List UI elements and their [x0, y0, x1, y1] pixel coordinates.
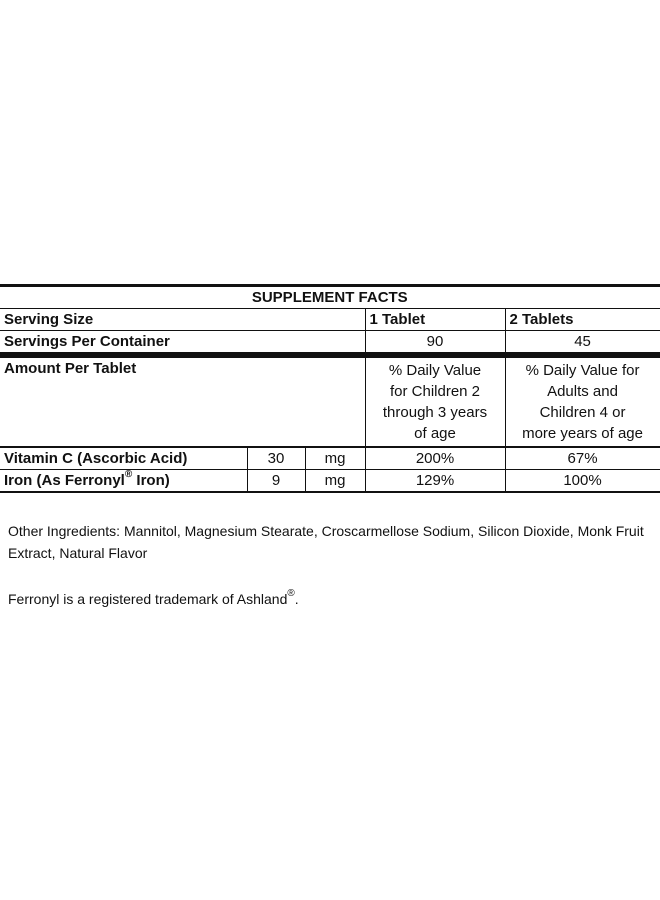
dv-children-line: through 3 years — [382, 404, 488, 421]
amount-per-label: Amount Per Tablet — [0, 355, 365, 447]
dv-children-line: % Daily Value — [388, 362, 482, 379]
dv-adults-line: more years of age — [522, 425, 643, 442]
nutrient-name — [0, 470, 247, 493]
other-ingredients-text: Other Ingredients: Mannitol, Magnesium Stearate, Croscarmellose Sodium, Silicon Dioxide, Monk Fruit Extract, Natural Flavor — [8, 523, 644, 561]
nutrient-row — [0, 470, 660, 493]
servings-per-container-1: 90 — [365, 331, 505, 356]
dv-adults-line: Adults and — [547, 383, 618, 400]
servings-per-container-row — [0, 331, 660, 356]
label-notes — [8, 520, 656, 610]
dv-adults-header — [505, 355, 660, 447]
serving-size-row — [0, 309, 660, 331]
servings-per-container-2: 45 — [505, 331, 660, 356]
nutrient-name — [0, 447, 247, 470]
trademark-text: Ferronyl is a registered trademark of Ashland — [8, 591, 288, 607]
nutrient-dv-children: 200% — [365, 447, 505, 470]
nutrient-dv-adults: 67% — [505, 447, 660, 470]
serving-size-1: 1 Tablet — [365, 309, 505, 331]
dv-adults-line: Children 4 or — [539, 404, 626, 421]
supplement-facts-table — [0, 286, 660, 493]
dv-children-line: for Children 2 — [389, 383, 481, 400]
trademark-notice — [8, 588, 656, 610]
amount-per-row — [0, 355, 660, 447]
table-title: SUPPLEMENT FACTS — [0, 287, 660, 309]
serving-size-label: Serving Size — [0, 309, 365, 331]
registered-mark: ® — [124, 469, 133, 480]
supplement-facts-panel — [0, 284, 660, 493]
nutrient-amount: 30 — [247, 447, 305, 470]
nutrient-dv-adults: 100% — [505, 470, 660, 493]
nutrient-row — [0, 447, 660, 470]
nutrient-name-text: Vitamin C (Ascorbic Acid) — [4, 450, 188, 467]
trademark-end: . — [294, 591, 299, 607]
nutrient-dv-children: 129% — [365, 470, 505, 493]
servings-per-container-label: Servings Per Container — [0, 331, 365, 356]
nutrient-amount: 9 — [247, 470, 305, 493]
dv-adults-line: % Daily Value for — [525, 362, 640, 379]
dv-children-line: of age — [414, 425, 456, 442]
nutrient-name-text: Iron) — [132, 472, 170, 489]
nutrient-unit: mg — [305, 447, 365, 470]
serving-size-2: 2 Tablets — [505, 309, 660, 331]
registered-mark: ® — [287, 588, 295, 600]
title-row — [0, 287, 660, 309]
dv-children-header — [365, 355, 505, 447]
nutrient-name-text: Iron (As Ferronyl — [4, 472, 125, 489]
nutrient-unit: mg — [305, 470, 365, 493]
